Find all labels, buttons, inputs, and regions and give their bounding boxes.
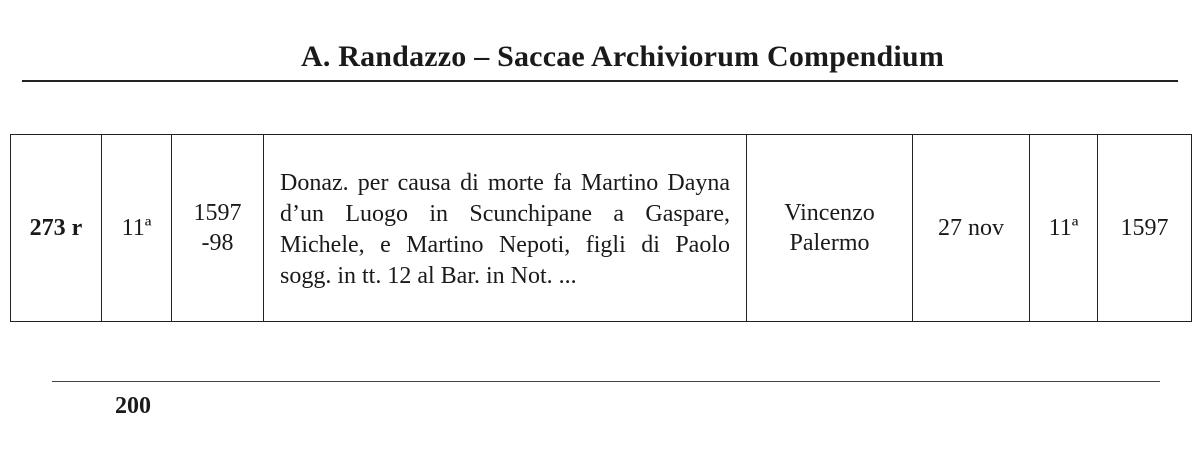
cell-description: Donaz. per causa di morte fa Martino Dayna d’un Luogo in Scunchipane a Gaspare, Michele, e Martino Nepoti, figli di Paolo sogg. in tt. 12 al Bar. in Not. ... [264, 135, 747, 322]
cell-notary [747, 135, 913, 322]
cell-indiction: 11ª [102, 135, 172, 322]
cell-date: 27 nov [913, 135, 1030, 322]
running-header-title: A. Randazzo – Saccae Archiviorum Compendium [300, 40, 945, 73]
notary-first-name: Vincenzo [784, 200, 875, 226]
header-rule [22, 80, 1178, 82]
cell-folio: 273 r [11, 135, 102, 322]
notary-last-name: Palermo [789, 230, 870, 256]
year-range-start: 1597 [193, 200, 242, 226]
cell-year: 1597 [1098, 135, 1192, 322]
table-row [11, 135, 1192, 322]
year-range-end: -98 [201, 230, 234, 256]
cell-year-range [172, 135, 264, 322]
footer-rule [52, 381, 1160, 382]
cell-indiction-2: 11ª [1030, 135, 1098, 322]
page-number: 200 [115, 393, 151, 419]
archive-record-table [10, 134, 1192, 322]
